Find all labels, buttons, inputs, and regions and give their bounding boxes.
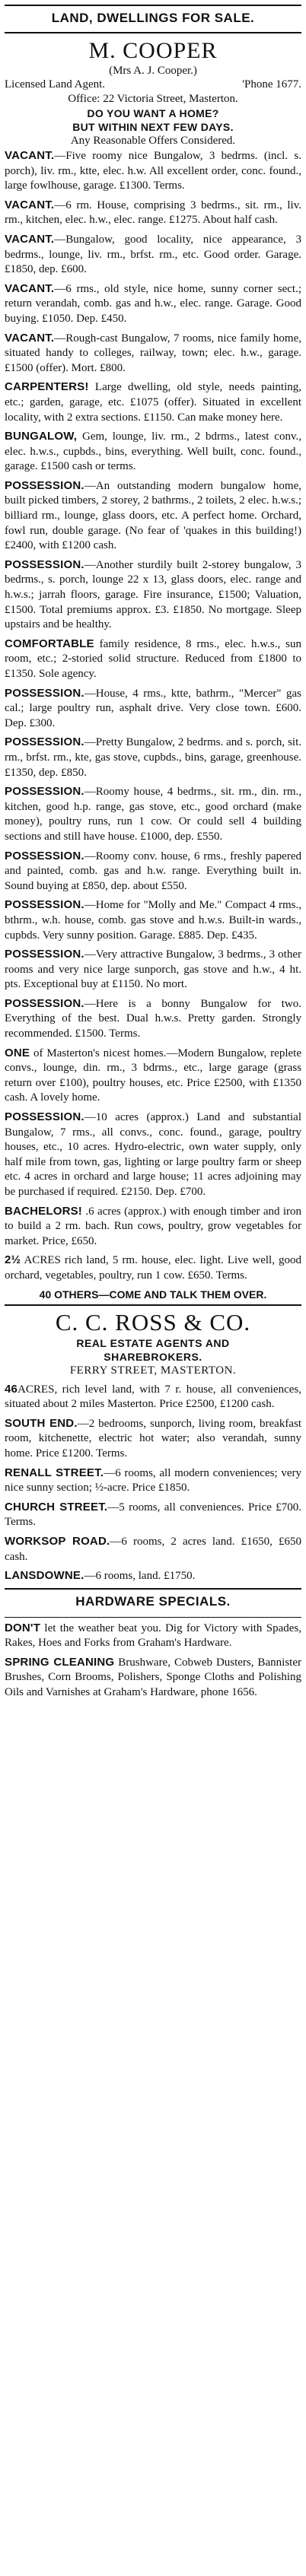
ad-lead: COMFORTABLE	[5, 637, 94, 650]
classified-ad	[5, 1621, 301, 1651]
ad-lead: SOUTH END.	[5, 1416, 78, 1430]
ad-lead: BACHELORS!	[5, 1204, 82, 1218]
ad-lead: WORKSOP ROAD.	[5, 1534, 110, 1548]
ad-text: of Masterton's nicest homes.—Modern Bungalow, replete convs., lounge, din. rm., 3 bdrms., etc., large garage (grass return over £100), poultry houses, etc. Price £2500, with £1350 cash. A lovely home.	[5, 1047, 301, 1104]
classified-ad	[5, 686, 301, 732]
ad-text: —Roomy conv. house, 6 rms., freshly papered and painted, comb. gas and h.w. range. Everything built in. Sound buying at £850, dep. about £550.	[5, 850, 301, 892]
ad-lead: POSSESSION.	[5, 735, 84, 749]
ad-text: let the weather beat you. Dig for Victory with Spades, Rakes, Hoes and Forks from Graham's Hardware.	[5, 1622, 301, 1650]
classified-ad	[5, 1500, 301, 1530]
classified-ad	[5, 380, 301, 425]
agent-offers: Any Reasonable Offers Considered.	[70, 135, 236, 147]
ad-lead: POSSESSION.	[5, 948, 84, 961]
classified-ad	[5, 897, 301, 943]
hardware-rule	[5, 1617, 301, 1618]
agent-question: DO YOU WANT A HOME?	[87, 107, 219, 119]
hardware-top-rule	[5, 1588, 301, 1590]
ad-lead: POSSESSION.	[5, 557, 84, 571]
classified-ad	[5, 637, 301, 682]
ad-text: —Pretty Bungalow, 2 bedrms. and s. porch, sit. rm., brfst. rm., kte, gas stove, cupbds., bins, garage, greenhouse. £1350, dep. £850.	[5, 736, 301, 779]
ad-text: —Five roomy nice Bungalow, 3 bedrms. (incl. s. porch), liv. rm., ktte, elec. h.w. All excellent order, conc. found., large fowlhouse, garage. £1300. Terms.	[5, 150, 301, 192]
ad-text: Brushware, Cobweb Dusters, Bannister Brushes, Corn Brooms, Polishers, Sponge Cloths and Polishing Oils and Varnishes at Graham's Hardware, phone 1656.	[5, 1656, 301, 1699]
ad-text: —6 rms., old style, nice home, sunny corner sect.; return verandah, comb. gas and h.w., elec. range. Garage. Good buying. £1050. Dep. £450.	[5, 282, 301, 325]
classified-ad	[5, 1416, 301, 1462]
agent-license-line	[5, 78, 301, 92]
ad-lead: LANSDOWNE.	[5, 1569, 84, 1583]
section-title-land: LAND, DWELLINGS FOR SALE.	[51, 11, 255, 25]
hardware-ads-list	[5, 1621, 301, 1701]
ad-lead: 46	[5, 1382, 18, 1396]
agent-subname: (Mrs A. J. Cooper.)	[109, 65, 197, 77]
ross-ads-list	[5, 1382, 301, 1584]
cooper-block	[5, 38, 301, 1301]
ad-lead: POSSESSION.	[5, 898, 84, 912]
ad-text: ACRES rich land, 5 rm. house, elec. light. Live well, good orchard, vegetables, poultry, run 1 cow. £650. Terms.	[5, 1254, 301, 1282]
classified-ad	[5, 429, 301, 475]
ad-lead: VACANT.	[5, 232, 55, 246]
ross-address: FERRY STREET, MASTERTON.	[69, 1364, 237, 1377]
classified-ad	[5, 148, 301, 194]
ad-lead: VACANT.	[5, 331, 55, 345]
ad-lead: POSSESSION.	[5, 996, 84, 1010]
ad-lead: RENALL STREET.	[5, 1466, 104, 1479]
ad-text: ACRES, rich level land, with 7 r. house, all conveniences, situated about 2 miles Masterton. Price £2500, £1200 cash.	[5, 1383, 301, 1411]
ad-text: —An outstanding modern bungalow home, built picked timbers, 2 storey, 2 bathrms., 2 toilets, 2 elec. h.w.s.; billiard rm., lounge, glass doors, etc. A perfect home. Orchard, fowl run, double garage. (No fear of 'quakes in this building!) £2400, with £1200 cash.	[5, 479, 301, 552]
classified-ad	[5, 849, 301, 894]
classified-ad	[5, 331, 301, 376]
classified-ad	[5, 735, 301, 780]
ad-text: —6 rooms, land. £1750.	[84, 1570, 196, 1583]
classified-ad	[5, 996, 301, 1042]
ross-block	[5, 1309, 301, 1584]
ad-text: —Bungalow, good locality, nice appearance, 3 bedrms., lounge, liv. rm., brfst. rm., etc. Good order. Garage. £1850, dep. £600.	[5, 233, 301, 276]
classified-ad	[5, 198, 301, 228]
classified-ad	[5, 1253, 301, 1283]
ad-text: .6 acres (approx.) with enough timber and iron to build a 2 rm. bach. Run cows, poultry, grow vegetables for market. Price, £650.	[5, 1205, 301, 1247]
classified-ad	[5, 1288, 301, 1301]
ross-sub-1: REAL ESTATE AGENTS AND	[76, 1336, 230, 1349]
ad-lead: POSSESSION.	[5, 478, 84, 492]
classified-ad	[5, 1204, 301, 1250]
ad-text: —5 rooms, all conveniences. Price £700. Terms.	[5, 1501, 301, 1529]
ad-lead: CARPENTERS!	[5, 380, 89, 394]
ad-text: —6 rm. House, comprising 3 bedrms., sit. rm., liv. rm., kitchen, elec. h.w., elec. range. £1275. About half cash.	[5, 199, 301, 227]
ad-text: —House, 4 rms., ktte, bathrm., "Mercer" gas cal.; large poultry run, asphalt drive. Very close town. £600. Dep. £300.	[5, 687, 301, 729]
ross-name: C. C. ROSS & CO.	[55, 1308, 251, 1336]
ad-lead: VACANT.	[5, 198, 55, 211]
ad-lead: VACANT.	[5, 149, 55, 162]
classified-ad	[5, 1466, 301, 1496]
classified-ad	[5, 1655, 301, 1701]
classified-ad	[5, 1382, 301, 1412]
classified-ad	[5, 1110, 301, 1200]
ad-text: —Home for "Molly and Me." Compact 4 rms., bthrm., w.h. house, comb. gas stove and h.w.s. Built-in wards., cupbds. Very sunny position. Garage. £885. Dep. £435.	[5, 899, 301, 942]
classified-ad	[5, 1046, 301, 1106]
ad-text: —Rough-cast Bungalow, 7 rooms, nice family home, situated handy to colleges, railway, town; elec. h.w., garage. £1500 (offer). Mort. £800.	[5, 332, 301, 374]
section-title-hardware: HARDWARE SPECIALS.	[75, 1593, 231, 1609]
agent-name: M. COOPER	[88, 38, 218, 63]
classified-ad	[5, 947, 301, 993]
ad-text: —Very attractive Bungalow, 3 bedrms., 3 other rooms and very nice large sunporch, gas stove and h.w., 4 ht. pts. Exceptional buy at £1150. No mort.	[5, 948, 301, 991]
ad-text: —6 rooms, 2 acres land. £1650, £650 cash.	[5, 1535, 301, 1563]
ad-text: Large dwelling, old style, needs painting, etc.; garden, garage, etc. £1075 (offer). Situated in excellent locality, with 2 extra sections. £1150. Can make money here.	[5, 381, 301, 424]
ad-text: —Another sturdily built 2-storey bungalow, 3 bedrms., s. porch, lounge 22 x 13, glass doors, elec. range and h.w.s.; jarrah floors, garage. Fire insurance, £1500; Valuation, £1500. Total premiums approx. £3. £1850. No mortgage. Sleep upstairs and be healthy.	[5, 558, 301, 631]
ross-top-rule	[5, 1304, 301, 1306]
ad-lead: 2½	[5, 1253, 21, 1267]
agent-licensed: Licensed Land Agent.	[5, 78, 106, 91]
ad-text: —6 rooms, all modern conveniences; very nice sunny section; ½-acre. Price £1850.	[5, 1466, 301, 1494]
ad-text: —Here is a bonny Bungalow for two. Everything of the best. Dual h.w.s. Pretty garden. Strongly recommended. £1500. Terms.	[5, 997, 301, 1040]
top-rule	[5, 5, 301, 6]
ad-text: Gem, lounge, liv. rm., 2 bdrms., latest conv., elec. h.w.s., cupbds., bins, everything. Well built, conc. found., garage. £1500 cash or terms.	[5, 430, 301, 473]
ad-lead: POSSESSION.	[5, 849, 84, 862]
classified-ad	[5, 557, 301, 633]
ad-lead: POSSESSION.	[5, 785, 84, 799]
ad-lead: CHURCH STREET.	[5, 1500, 108, 1514]
ad-lead: SPRING CLEANING	[5, 1655, 115, 1669]
agent-phone: 'Phone 1677.	[242, 78, 301, 91]
ad-text: 40 OTHERS—COME AND TALK THEM OVER.	[39, 1288, 267, 1301]
classified-ad	[5, 232, 301, 278]
classified-ad	[5, 281, 301, 327]
ross-sub-2: SHAREBROKERS.	[104, 1350, 202, 1363]
agent-urgent: BUT WITHIN NEXT FEW DAYS.	[72, 121, 234, 133]
ad-lead: DON'T	[5, 1621, 41, 1634]
ad-text: family residence, 8 rms., elec. h.w.s., sun room, etc.; 2-storied solid structure. Reduced from £1800 to £1350. Sole agency.	[5, 637, 301, 680]
classified-ad	[5, 784, 301, 844]
agent-office: Office: 22 Victoria Street, Masterton.	[68, 93, 238, 105]
ad-lead: POSSESSION.	[5, 1110, 84, 1124]
ad-lead: VACANT.	[5, 281, 55, 295]
ad-text: —Roomy house, 4 bedrms., sit. rm., din. rm., kitchen, good h.p. range, gas stove, etc., good orchard (make money), poultry runs, run 1 cow. Or could sell 4 building sections and still have house. £1000, dep. £550.	[5, 786, 301, 843]
header-rule	[5, 32, 301, 33]
cooper-ads-list	[5, 148, 301, 1301]
ad-text: —2 bedrooms, sunporch, living room, breakfast room, kitchenette, electric hot water; also verandah, sunny home. Price £1200. Terms.	[5, 1417, 302, 1460]
classified-ad	[5, 478, 301, 554]
classified-ad	[5, 1568, 301, 1584]
ad-lead: POSSESSION.	[5, 686, 84, 700]
ad-text: —10 acres (approx.) Land and substantial Bungalow, 7 rms., all convs., conc. found., garage, poultry houses, etc., 10 acres. Hydro-electric, own water supply, only half mile from town, gas, lighting or large poultry farm or sheep etc. 4 acres in orchard and large house; 11 acres adjoining may be purchased if required. £2150. Dep. £700.	[5, 1111, 301, 1198]
classified-ad	[5, 1534, 301, 1564]
ad-lead: BUNGALOW,	[5, 430, 78, 443]
ad-lead: ONE	[5, 1046, 30, 1059]
